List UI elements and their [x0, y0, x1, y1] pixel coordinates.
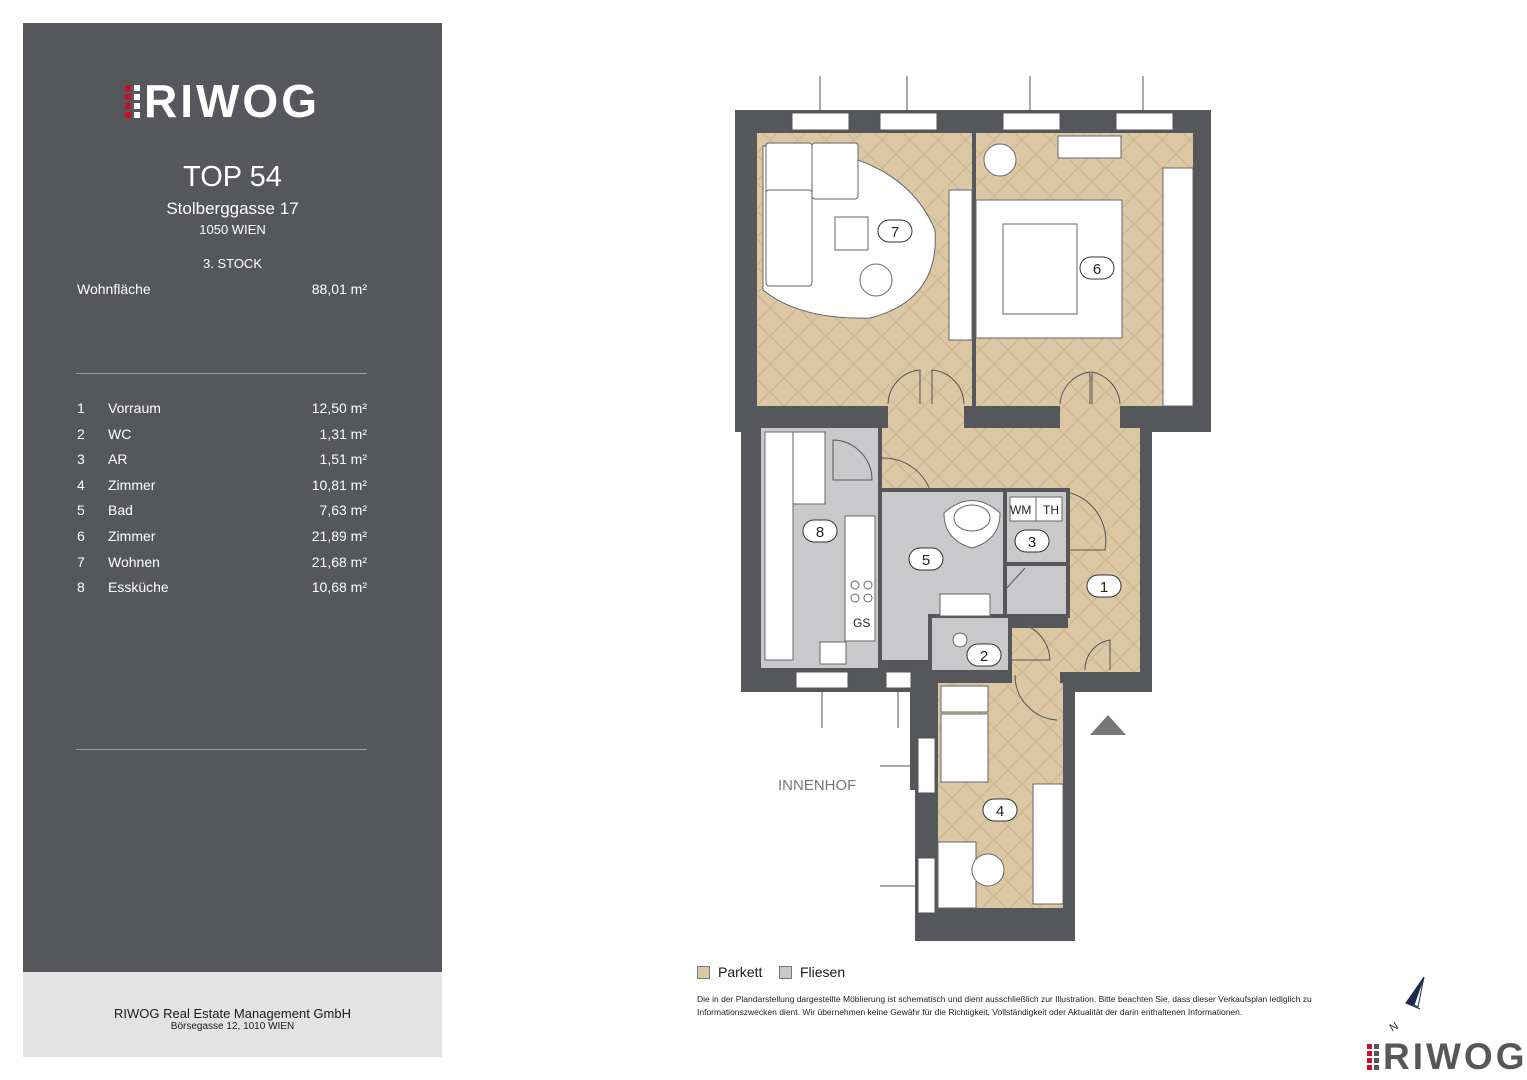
- room-area: 12,50 m²: [311, 400, 367, 416]
- logo-mark-icon: [1367, 1044, 1379, 1070]
- room-name: WC: [108, 426, 132, 442]
- room-num: 6: [77, 528, 85, 544]
- room-num: 4: [77, 477, 85, 493]
- room-num-5: 5: [921, 552, 931, 569]
- room-area: 10,81 m²: [311, 477, 367, 493]
- room-num-7: 7: [890, 224, 900, 241]
- brand-logo-footer: [1367, 1036, 1527, 1078]
- room-num-8: 8: [815, 524, 825, 541]
- room-area: 21,68 m²: [311, 554, 367, 570]
- room-num-3: 3: [1027, 534, 1037, 551]
- living-area-label: Wohnfläche: [77, 281, 151, 297]
- disclaimer-text: Die in der Plandarstellung dargestellte Möblierung ist schematisch und dient ausschließlich zur Illustration. Bitte beachten Sie, dass dieser Verkaufsplan lediglich zu Informationszwecken dient. Wir übernehmen keine Gewähr für die Richtigkeit, Vollständigkeit oder Aktualität der darin enthaltenen Informationen.: [697, 994, 1312, 1017]
- legend-fliesen: [779, 964, 845, 980]
- room-num: 8: [77, 579, 85, 595]
- dryer-label: TH: [1043, 503, 1059, 517]
- room-name: AR: [108, 451, 128, 467]
- room-num: 5: [77, 502, 85, 518]
- room-num: 7: [77, 554, 85, 570]
- logo-text-footer: RIWOG: [1383, 1036, 1527, 1077]
- unit-floor: 3. STOCK: [202, 256, 262, 271]
- washer-label: WM: [1010, 503, 1032, 517]
- room-num-2: 2: [979, 648, 989, 665]
- unit-title: TOP 54: [183, 161, 282, 193]
- compass-icon: [1384, 975, 1434, 1035]
- room-area: 1,31 m²: [319, 426, 367, 442]
- parkett-swatch-icon: [697, 966, 710, 979]
- legend-fliesen-label: Fliesen: [800, 964, 846, 980]
- legend-parkett-label: Parkett: [718, 964, 763, 980]
- stove-label: GS: [853, 616, 871, 630]
- room-area: 21,89 m²: [311, 528, 367, 544]
- room-num: 3: [77, 451, 85, 467]
- room-area: 7,63 m²: [319, 502, 367, 518]
- room-name: Bad: [108, 502, 133, 518]
- logo-text: RIWOG: [144, 75, 320, 127]
- living-area-value: 88,01 m²: [311, 281, 367, 297]
- unit-street: Stolberggasse 17: [166, 199, 299, 218]
- room-name: Essküche: [108, 579, 169, 595]
- compass-label: N: [1387, 1020, 1401, 1035]
- room-num-1: 1: [1099, 579, 1109, 596]
- room-num-4: 4: [995, 803, 1005, 820]
- room-area: 1,51 m²: [319, 451, 367, 467]
- room-area: 10,68 m²: [311, 579, 367, 595]
- room-name: Zimmer: [108, 528, 156, 544]
- room-name: Wohnen: [108, 554, 160, 570]
- company-name: RIWOG Real Estate Management GmbH: [114, 1006, 351, 1021]
- fliesen-swatch-icon: [779, 966, 792, 979]
- room-num-6: 6: [1092, 261, 1102, 278]
- unit-city: 1050 WIEN: [199, 222, 266, 237]
- room-num: 2: [77, 426, 85, 442]
- courtyard-label: INNENHOF: [778, 777, 857, 794]
- room-name: Zimmer: [108, 477, 156, 493]
- company-address: Börsegasse 12, 1010 WIEN: [170, 1021, 295, 1032]
- room-num: 1: [77, 400, 85, 416]
- room-name: Vorraum: [108, 400, 161, 416]
- entry-arrow-icon: [1090, 715, 1126, 735]
- legend-parkett: [697, 964, 762, 980]
